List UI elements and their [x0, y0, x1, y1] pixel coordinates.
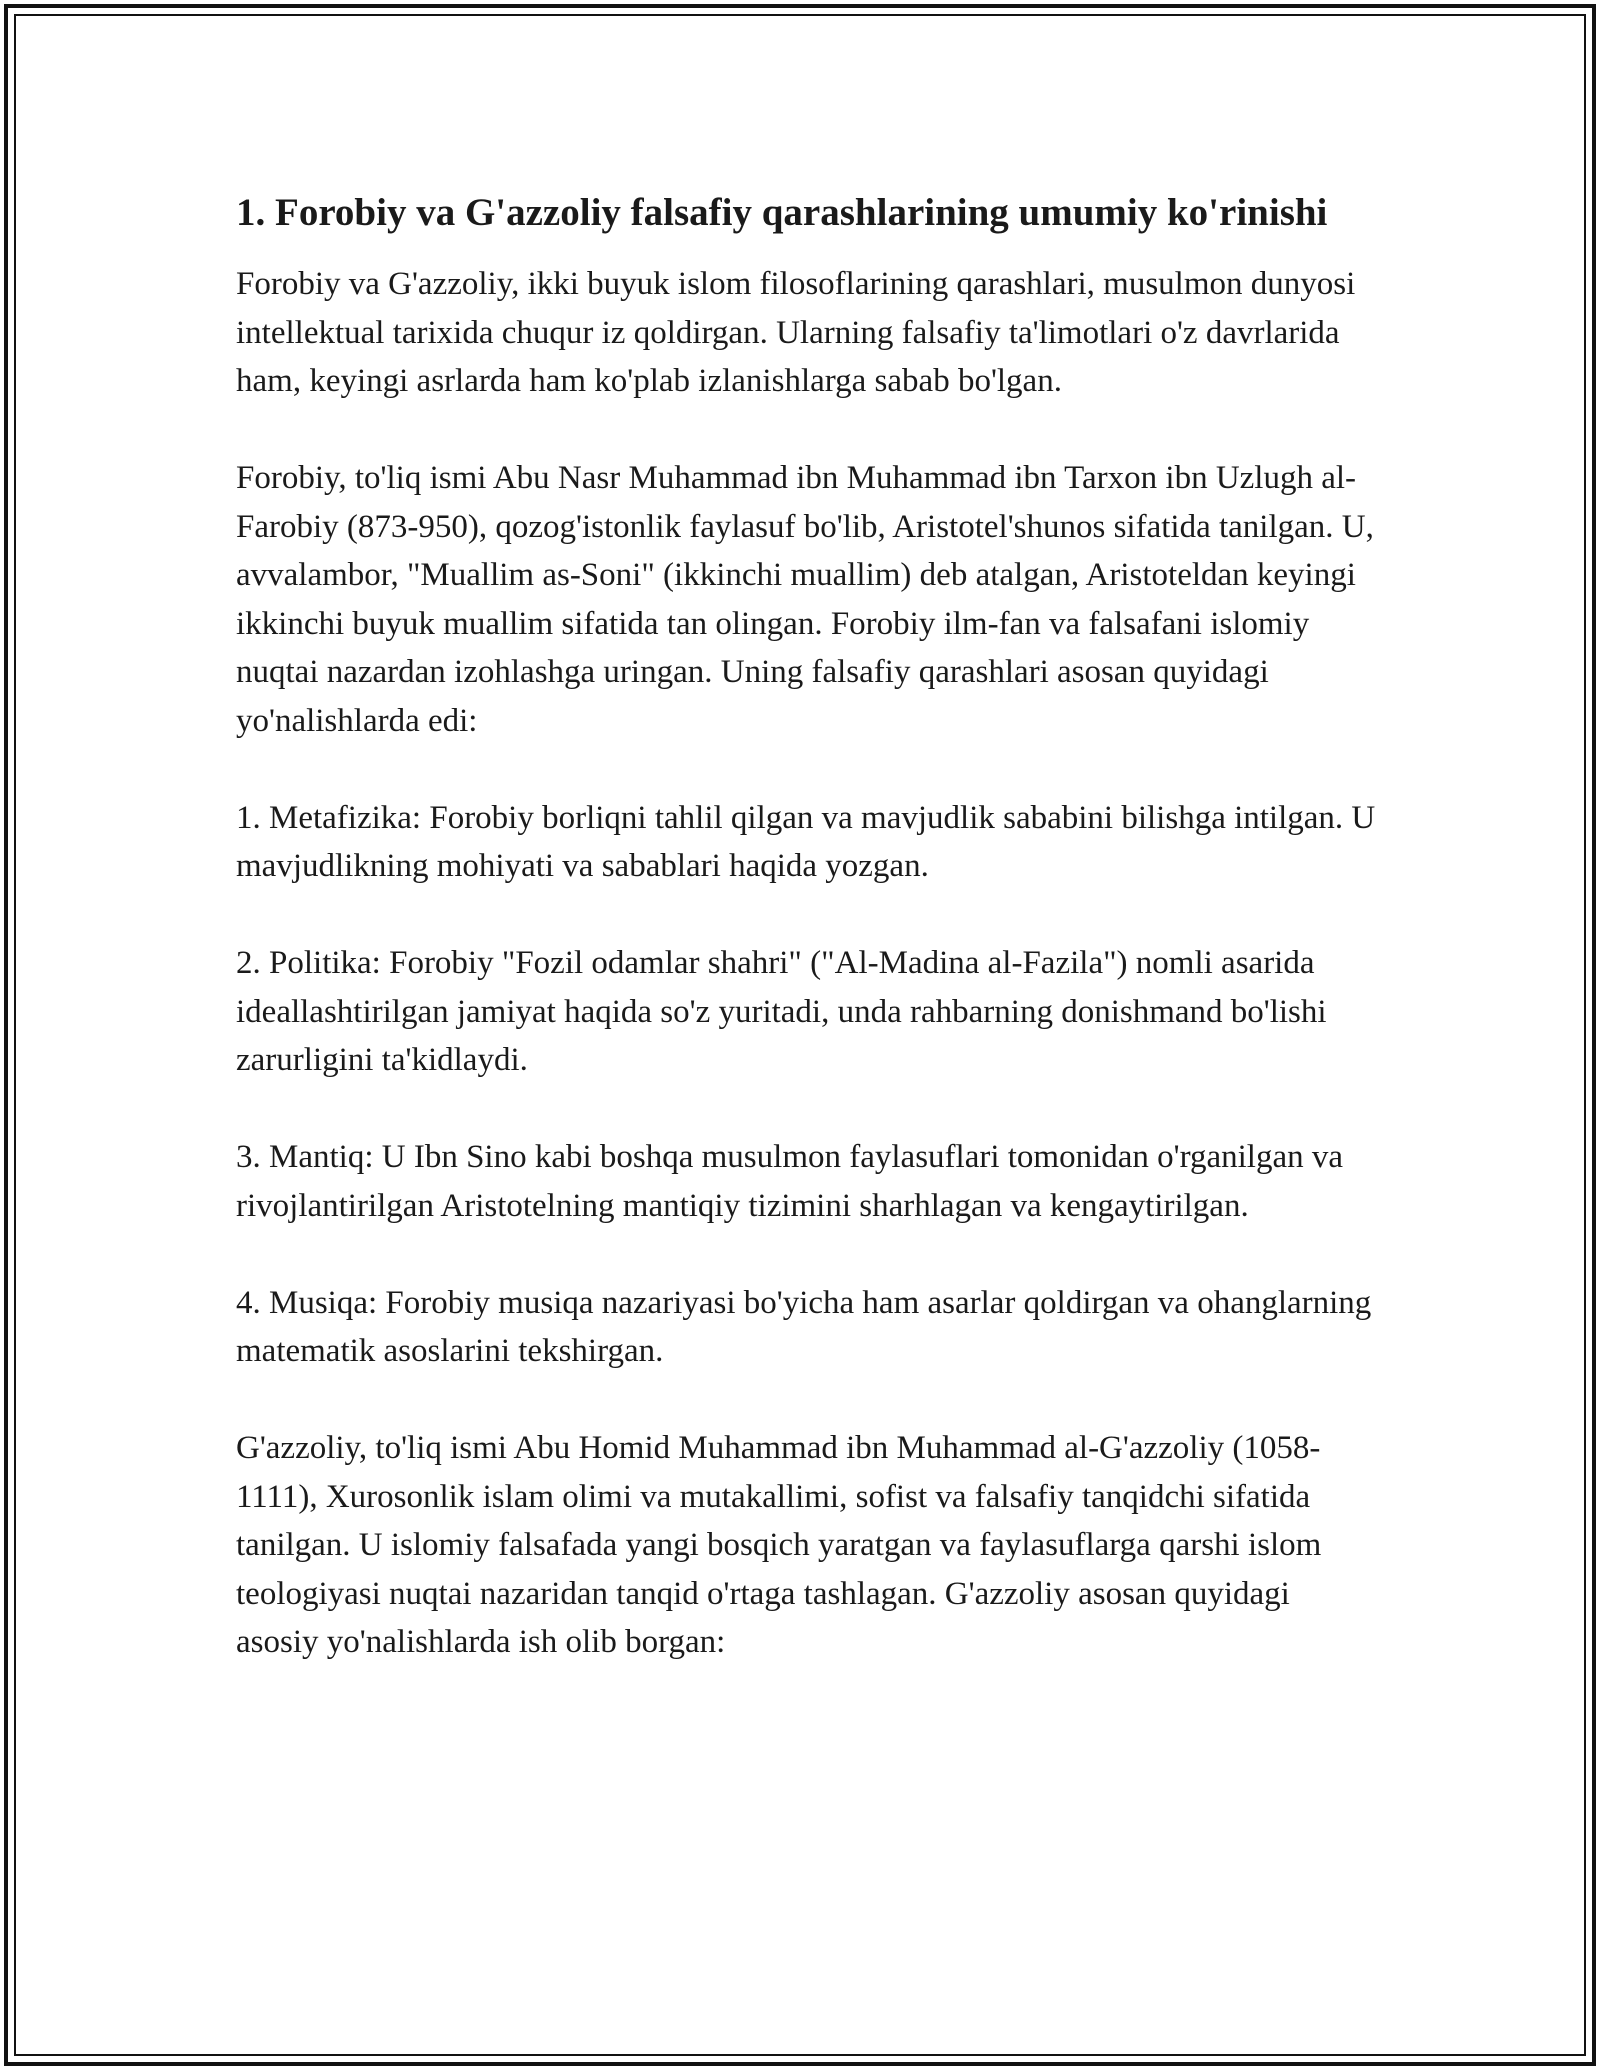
section-heading: 1. Forobiy va G'azzoliy falsafiy qarashlarining umumiy ko'rinishi [236, 191, 1328, 234]
body-text: Forobiy va G'azzoliy, ikki buyuk islom filosoflarining qarashlari, musulmon dunyosi intellektual tarixida chuqur iz qoldirgan. Ularning falsafiy ta'limotlari o'z davrlarida ham, keyingi asrlarda ham ko'plab izlanishlarga sabab bo'lgan. Forobiy, to'liq ismi Abu Nasr Muhammad ibn Muhammad ibn Tarxon ibn Uzlugh al-Farobiy (873-950), qozog'istonlik faylasuf bo'lib, Aristotel'shunos sifatida tanilgan. U, avvalambor, "Muallim as-Soni" (ikkinchi muallim) deb atalgan, Aristoteldan keyingi ikkinchi buyuk muallim sifatida tan olingan. Forobiy ilm-fan va falsafani islomiy nuqtai nazardan izohlashga uringan. Uning falsafiy qarashlari asosan quyidagi yo'nalishlarda edi: 1. Metafizika: Forobiy borliqni tahlil qilgan va mavjudlik sababini bilishga intilgan. U mavjudlikning mohiyati va sabablari haqida yozgan. 2. Politika: Forobiy "Fozil odamlar shahri" ("Al-Madina al-Fazila") nomli asarida ideallashtirilgan jamiyat haqida so'z yuritadi, unda rahbarning donishmand bo'lishi zarurligini ta'kidlaydi. 3. Mantiq: U Ibn Sino kabi boshqa musulmon faylasuflari tomonidan o'rganilgan va rivojlantirilgan Aristotelning mantiqiy tizimini sharhlagan va kengaytirilgan. 4. Musiqa: Forobiy musiqa nazariyasi bo'yicha ham asarlar qoldirgan va ohanglarning matematik asoslarini tekshirgan. G'azzoliy, to'liq ismi Abu Homid Muhammad ibn Muhammad al-G'azzoliy (1058-1111), Xurosonlik islam olimi va mutakallimi, sofist va falsafiy tanqidchi sifatida tanilgan. U islomiy falsafada yangi bosqich yaratgan va faylasuflarga qarshi islom teologiyasi nuqtai nazaridan tanqid o'rtaga tashlagan. G'azzoliy asosan quyidagi asosiy yo'nalishlarda ish olib borgan: [236, 266, 1376, 1660]
document-content [236, 186, 1376, 1667]
